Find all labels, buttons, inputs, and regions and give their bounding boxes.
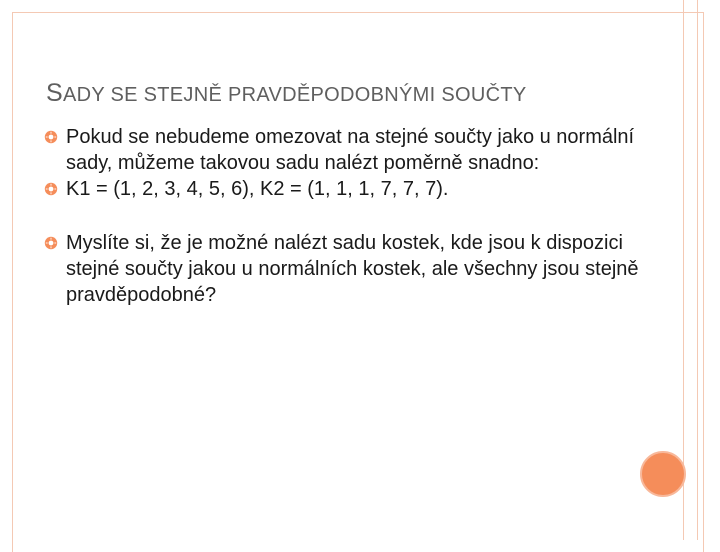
title-initial: S	[46, 79, 63, 107]
bullet-item	[40, 176, 640, 202]
bullet-text: Myslíte si, že je možné nalézt sadu kostek, kde jsou k dispozici stejné součty jakou u normálních kostek, ale všechny jsou stejně pravděpodobné?	[66, 232, 639, 306]
slide-title	[46, 78, 666, 110]
bullet-list	[40, 124, 640, 308]
bullet-text: K1 = (1, 2, 3, 4, 5, 6), K2 = (1, 1, 1, 7, 7, 7).	[66, 178, 449, 200]
sun-bullet-icon	[44, 236, 58, 250]
decorative-rule	[697, 0, 698, 540]
title-rest: ADY SE STEJNĚ PRAVDĚPODOBNÝMI SOUČTY	[62, 84, 527, 106]
bullet-item	[40, 230, 640, 308]
decorative-rule	[683, 0, 684, 540]
sun-bullet-icon	[44, 130, 58, 144]
sun-bullet-icon	[44, 182, 58, 196]
orange-circle-decoration	[640, 451, 686, 497]
bullet-item	[40, 124, 640, 176]
bullet-text: Pokud se nebudeme omezovat na stejné součty jako u normální sady, můžeme takovou sadu nalézt poměrně snadno:	[66, 126, 635, 174]
